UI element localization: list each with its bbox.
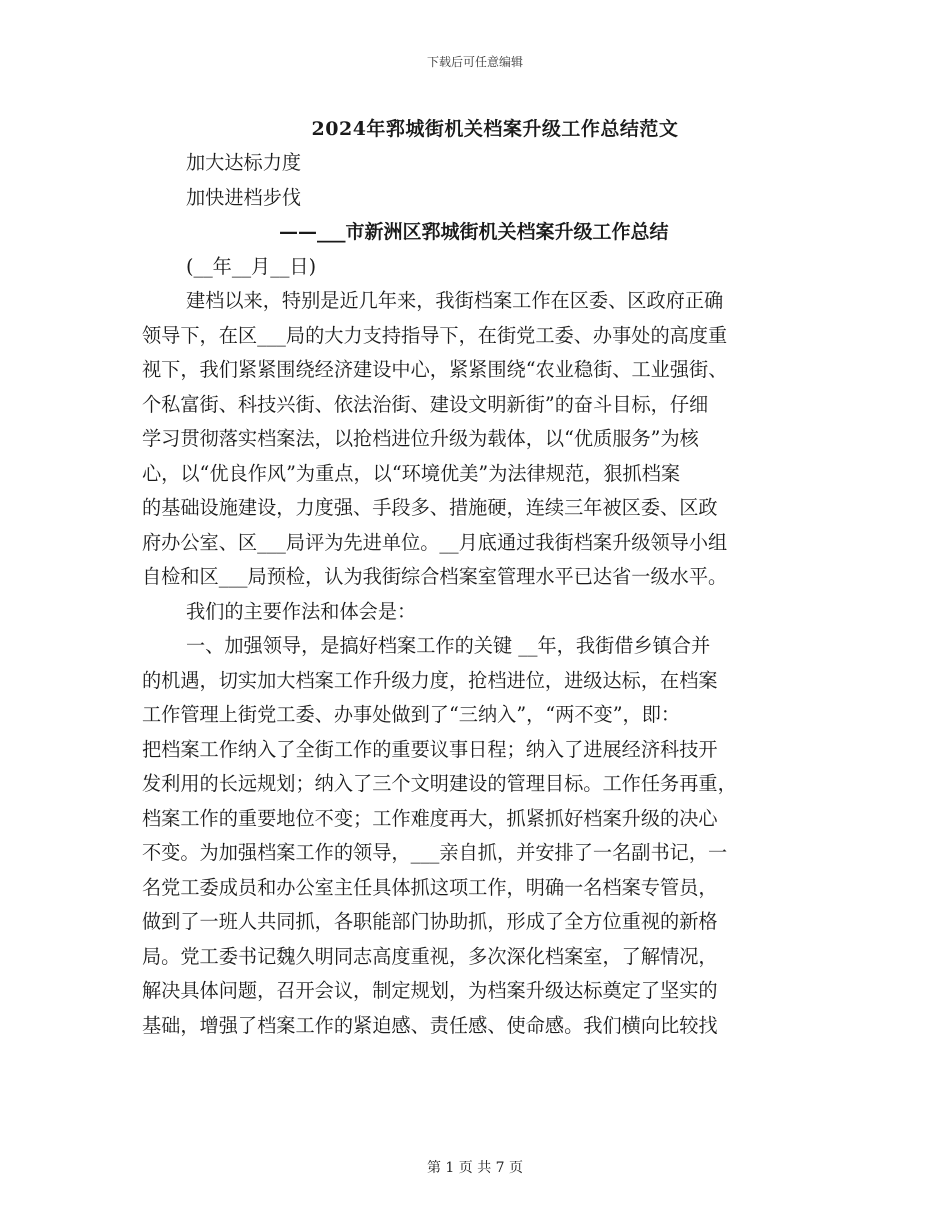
document-body <box>142 146 806 1043</box>
body-line: 做到了一班人共同抓，各职能部门协助抓，形成了全方位重视的新格 <box>142 910 718 933</box>
body-line: 加快进档步伐 <box>186 185 302 209</box>
page-number: 第 1 页 共 7 页 <box>426 1160 524 1176</box>
body-line: 加大达标力度 <box>186 151 302 174</box>
body-line: 基础，增强了档案工作的紧迫感、责任感、使命感。我们横向比较找 <box>142 1013 718 1037</box>
body-line: 局。党工委书记魏久明同志高度重视，多次深化档案室，了解情况， <box>142 944 718 968</box>
body-line: 学习贯彻落实档案法，以抢档进位升级为载体，以“优质服务”为核 <box>142 427 699 450</box>
body-line: 发利用的长远规划；纳入了三个文明建设的管理目标。工作任务再重， <box>142 772 737 795</box>
body-line: 把档案工作纳入了全街工作的重要议事日程；纳入了进展经济科技开 <box>142 737 718 761</box>
body-line: 心，以“优良作风”为重点，以“环境优美”为法律规范，狠抓档案 <box>142 461 681 485</box>
body-line: 名党工委成员和办公室主任具体抓这项工作，明确一名档案专管员， <box>142 875 718 899</box>
body-line: 我们的主要作法和体会是： <box>186 599 417 623</box>
header-note: 下载后可任意编辑 <box>426 55 523 69</box>
body-line: 的机遇，切实加大档案工作升级力度，抢档进位，进级达标，在档案 <box>142 668 718 692</box>
body-line: 自检和区___局预检，认为我街综合档案室管理水平已达省一级水平。 <box>142 565 728 588</box>
body-line: 不变。为加强档案工作的领导，___亲自抓，并安排了一名副书记，一 <box>142 841 728 864</box>
body-line: 解决具体问题，召开会议，制定规划，为档案升级达标奠定了坚实的 <box>142 979 718 1002</box>
body-line: (__年__月__日) <box>186 254 317 278</box>
body-line: 一、加强领导，是搞好档案工作的关键 __年，我街借乡镇合并 <box>186 634 711 657</box>
body-line: 视下，我们紧紧围绕经济建设中心，紧紧围绕“农业稳街、工业强街、 <box>142 358 728 381</box>
document-title: 2024年郛城街机关档案升级工作总结范文 <box>311 118 679 140</box>
body-line: 的基础设施建设，力度强、手段多、措施硬，连续三年被区委、区政 <box>142 496 718 519</box>
body-line: 工作管理上街党工委、办事处做到了“三纳入”，“两不变”，即： <box>142 703 681 726</box>
body-line: 建档以来，特别是近几年来，我街档案工作在区委、区政府正确 <box>186 289 724 312</box>
body-line: 档案工作的重要地位不变；工作难度再大，抓紧抓好档案升级的决心 <box>142 806 718 830</box>
body-line: 个私富街、科技兴街、依法治街、建设文明新街”的奋斗目标，仔细 <box>142 392 709 416</box>
body-line: 府办公室、区___局评为先进单位。__月底通过我街档案升级领导小组 <box>142 530 728 554</box>
body-line: 领导下，在区___局的大力支持指导下，在街党工委、办事处的高度重 <box>142 323 728 347</box>
document-subtitle: ——___市新洲区郛城街机关档案升级工作总结 <box>279 221 669 243</box>
